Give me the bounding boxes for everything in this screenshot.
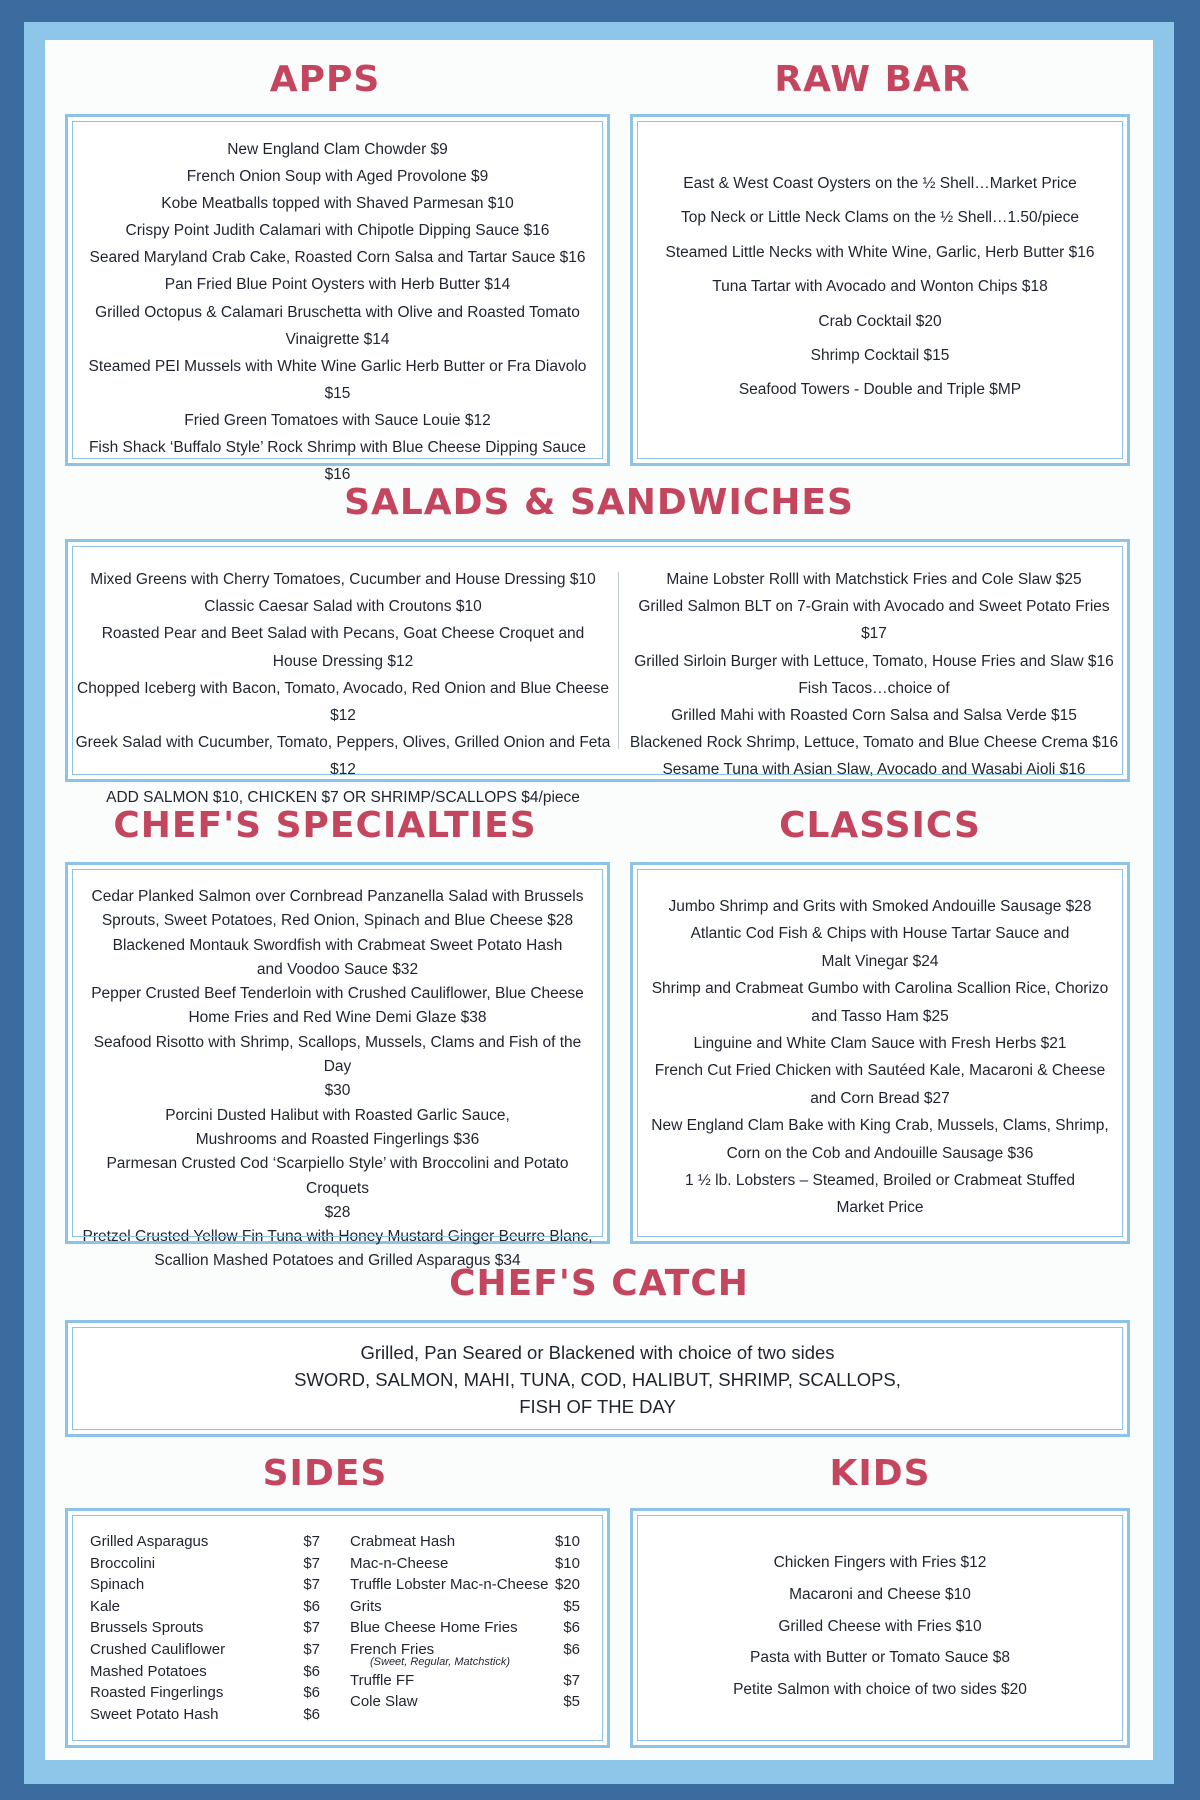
menu-item: Corn on the Cob and Andouille Sausage $36 bbox=[726, 1144, 1034, 1162]
menu-item: Steamed Little Necks with White Wine, Garlic, Herb Butter $16 bbox=[665, 243, 1095, 261]
menu-item: and Voodoo Sauce $32 bbox=[256, 960, 419, 978]
menu-item: Crab Cocktail $20 bbox=[818, 312, 942, 330]
specialties-heading: CHEF'S SPECIALTIES bbox=[113, 805, 537, 846]
menu-item: Mixed Greens with Cherry Tomatoes, Cucumber and House Dressing $10 bbox=[90, 571, 596, 588]
menu-item: Linguine and White Clam Sauce with Fresh Herbs $21 bbox=[693, 1035, 1067, 1053]
raw-bar-list bbox=[643, 167, 1117, 408]
side-item: Truffle Lobster Mac-n-Cheese $20 bbox=[350, 1576, 580, 1594]
menu-item: Grilled Octopus & Calamari Bruschetta with Olive and Roasted Tomato bbox=[95, 303, 580, 321]
menu-item: Chopped Iceberg with Bacon, Tomato, Avocado, Red Onion and Blue Cheese $12 bbox=[77, 679, 609, 725]
menu-item: Pepper Crusted Beef Tenderloin with Crushed Cauliflower, Blue Cheese bbox=[91, 985, 584, 1003]
menu-item: and Tasso Ham $25 bbox=[811, 1007, 949, 1025]
apps-heading: APPS bbox=[269, 59, 381, 100]
catch-list bbox=[78, 1339, 1117, 1420]
menu-item: Pasta with Butter or Tomato Sauce $8 bbox=[750, 1649, 1010, 1667]
menu-item: Top Neck or Little Neck Clams on the ½ Shell…1.50/piece bbox=[680, 209, 1080, 227]
menu-item: Atlantic Cod Fish & Chips with House Tartar Sauce and bbox=[690, 925, 1070, 943]
menu-item: Seared Maryland Crab Cake, Roasted Corn Salsa and Tartar Sauce $16 bbox=[89, 249, 586, 267]
menu-item: Porcini Dusted Halibut with Roasted Garlic Sauce, bbox=[165, 1106, 510, 1124]
side-item: Blue Cheese Home Fries $6 bbox=[350, 1619, 580, 1637]
menu-item: Crispy Point Judith Calamari with Chipotle Dipping Sauce $16 bbox=[125, 222, 550, 240]
menu-item: Roasted Pear and Beet Salad with Pecans, Goat Cheese Croquet and bbox=[101, 625, 585, 643]
menu-item: Grilled Mahi with Roasted Corn Salsa and Salsa Verde $15 bbox=[671, 707, 1077, 725]
salads-column bbox=[73, 566, 613, 811]
menu-item: and Corn Bread $27 bbox=[810, 1089, 950, 1107]
classics-list bbox=[643, 893, 1117, 1222]
sides-heading: SIDES bbox=[262, 1453, 388, 1494]
menu-item: Fish Shack ‘Buffalo Style’ Rock Shrimp with Blue Cheese Dipping Sauce $16 bbox=[88, 439, 587, 484]
side-item: Brussels Sprouts $7 bbox=[90, 1619, 320, 1637]
menu-item: Pan Fried Blue Point Oysters with Herb Butter $14 bbox=[164, 276, 511, 294]
column-divider bbox=[618, 572, 619, 749]
sides-right-column bbox=[350, 1531, 580, 1713]
fries-note: (Sweet, Regular, Matchstick) bbox=[370, 1655, 510, 1668]
salads-heading: SALADS & SANDWICHES bbox=[344, 482, 854, 523]
side-item: Grits $5 bbox=[350, 1597, 580, 1615]
menu-item: Malt Vinegar $24 bbox=[821, 952, 939, 970]
menu-item: Parmesan Crusted Cod ‘Scarpiello Style’ with Broccolini and Potato Croquets bbox=[106, 1155, 569, 1197]
menu-item: Macaroni and Cheese $10 bbox=[789, 1585, 971, 1603]
menu-item: Classic Caesar Salad with Croutons $10 bbox=[204, 598, 482, 616]
menu-item: $28 bbox=[324, 1203, 351, 1221]
menu-item: French Cut Fried Chicken with Sautéed Kale, Macaroni & Cheese bbox=[654, 1062, 1106, 1080]
side-item: Truffle FF $7 bbox=[350, 1671, 580, 1689]
menu-item: Grilled Sirloin Burger with Lettuce, Tomato, House Fries and Slaw $16 bbox=[634, 652, 1114, 670]
menu-item: Shrimp and Crabmeat Gumbo with Carolina Scallion Rice, Chorizo bbox=[651, 980, 1109, 998]
side-item: Cole Slaw $5 bbox=[350, 1693, 580, 1711]
menu-item: Tuna Tartar with Avocado and Wonton Chips $18 bbox=[712, 278, 1048, 296]
menu-item: ADD SALMON $10, CHICKEN $7 OR SHRIMP/SCALLOPS $4/piece bbox=[106, 788, 580, 806]
catch-line: SWORD, SALMON, MAHI, TUNA, COD, HALIBUT, SHRIMP, SCALLOPS, bbox=[294, 1369, 901, 1390]
classics-box bbox=[630, 862, 1130, 1244]
catch-box bbox=[65, 1320, 1130, 1437]
menu-item: Home Fries and Red Wine Demi Glaze $38 bbox=[188, 1009, 487, 1027]
menu-item: Seafood Towers - Double and Triple $MP bbox=[738, 381, 1022, 399]
menu-item: 1 ½ lb. Lobsters – Steamed, Broiled or Crabmeat Stuffed bbox=[684, 1172, 1075, 1190]
menu-item: Blackened Montauk Swordfish with Crabmeat Sweet Potato Hash bbox=[112, 936, 563, 954]
menu-item: House Dressing $12 bbox=[272, 652, 414, 670]
menu-item: Blackened Rock Shrimp, Lettuce, Tomato and Blue Cheese Crema $16 bbox=[629, 734, 1119, 752]
sides-box bbox=[65, 1508, 610, 1748]
side-item: Kale $6 bbox=[90, 1597, 320, 1615]
catch-line: Grilled, Pan Seared or Blackened with choice of two sides bbox=[360, 1342, 835, 1363]
side-item: French Fries $6 bbox=[350, 1640, 580, 1658]
raw-bar-box bbox=[630, 114, 1130, 466]
menu-item: Shrimp Cocktail $15 bbox=[810, 347, 950, 365]
side-item: Sweet Potato Hash $6 bbox=[90, 1705, 320, 1723]
menu-item: Grilled Salmon BLT on 7-Grain with Avocado and Sweet Potato Fries $17 bbox=[638, 598, 1110, 643]
side-item: Grilled Asparagus $7 bbox=[90, 1533, 320, 1550]
catch-line: FISH OF THE DAY bbox=[519, 1396, 676, 1417]
menu-item: Steamed PEI Mussels with White Wine Garlic Herb Butter or Fra Diavolo $15 bbox=[88, 357, 587, 402]
menu-item: Market Price bbox=[836, 1199, 924, 1217]
side-item: Mashed Potatoes $6 bbox=[90, 1662, 320, 1680]
menu-item: Seafood Risotto with Shrimp, Scallops, Mussels, Clams and Fish of the Day bbox=[93, 1033, 582, 1076]
side-item: Mac-n-Cheese $10 bbox=[350, 1554, 580, 1572]
specialties-box bbox=[65, 862, 610, 1270]
menu-item: Jumbo Shrimp and Grits with Smoked Andouille Sausage $28 bbox=[668, 898, 1092, 915]
menu-item: Mushrooms and Roasted Fingerlings $36 bbox=[195, 1130, 480, 1148]
classics-heading: CLASSICS bbox=[779, 805, 981, 846]
menu-item: Fish Tacos…choice of bbox=[798, 679, 950, 697]
menu-item: Kobe Meatballs topped with Shaved Parmesan $10 bbox=[161, 195, 514, 213]
menu-item: Grilled Cheese with Fries $10 bbox=[778, 1617, 982, 1635]
side-item: Roasted Fingerlings $6 bbox=[90, 1684, 320, 1702]
apps-box bbox=[65, 114, 610, 484]
catch-heading: CHEF'S CATCH bbox=[449, 1263, 749, 1304]
side-item: Broccolini $7 bbox=[90, 1554, 320, 1572]
menu-item: $30 bbox=[324, 1082, 351, 1100]
side-item: Spinach $7 bbox=[90, 1576, 320, 1594]
sides-left-column bbox=[90, 1531, 320, 1725]
menu-item: Petite Salmon with choice of two sides $20 bbox=[733, 1681, 1027, 1699]
menu-item: Scallion Mashed Potatoes and Grilled Asparagus $34 bbox=[154, 1252, 521, 1270]
menu-item: Chicken Fingers with Fries $12 bbox=[773, 1554, 987, 1571]
menu-item: Fried Green Tomatoes with Sauce Louie $12 bbox=[184, 411, 491, 429]
side-item: Crushed Cauliflower $7 bbox=[90, 1640, 320, 1658]
menu-item: New England Clam Bake with King Crab, Mussels, Clams, Shrimp, bbox=[651, 1117, 1109, 1135]
menu-item: Vinaigrette $14 bbox=[285, 330, 390, 348]
sandwiches-column bbox=[624, 566, 1124, 784]
menu-item: Maine Lobster Rolll with Matchstick Fries and Cole Slaw $25 bbox=[666, 571, 1082, 588]
kids-heading: KIDS bbox=[829, 1453, 931, 1494]
menu-item: Sprouts, Sweet Potatoes, Red Onion, Spinach and Blue Cheese $28 bbox=[101, 912, 574, 930]
menu-page bbox=[45, 40, 1153, 1760]
raw-bar-heading: RAW BAR bbox=[774, 59, 971, 100]
apps-list bbox=[78, 136, 597, 488]
menu-item: Sesame Tuna with Asian Slaw, Avocado and Wasabi Aioli $16 bbox=[662, 761, 1086, 779]
kids-box bbox=[630, 1508, 1130, 1748]
menu-item: East & West Coast Oysters on the ½ Shell…Market Price bbox=[683, 175, 1077, 192]
kids-list bbox=[643, 1547, 1117, 1706]
menu-item: Pretzel Crusted Yellow Fin Tuna with Honey Mustard Ginger Beurre Blanc, bbox=[82, 1228, 593, 1246]
salads-box bbox=[65, 539, 1130, 806]
side-item: Crabmeat Hash $10 bbox=[350, 1533, 580, 1550]
menu-item: Cedar Planked Salmon over Cornbread Panzanella Salad with Brussels bbox=[91, 888, 584, 905]
menu-item: French Onion Soup with Aged Provolone $9 bbox=[186, 168, 489, 186]
menu-item: New England Clam Chowder $9 bbox=[227, 141, 448, 158]
specialties-list bbox=[78, 885, 597, 1274]
menu-item: Greek Salad with Cucumber, Tomato, Peppers, Olives, Grilled Onion and Feta $12 bbox=[75, 734, 611, 779]
